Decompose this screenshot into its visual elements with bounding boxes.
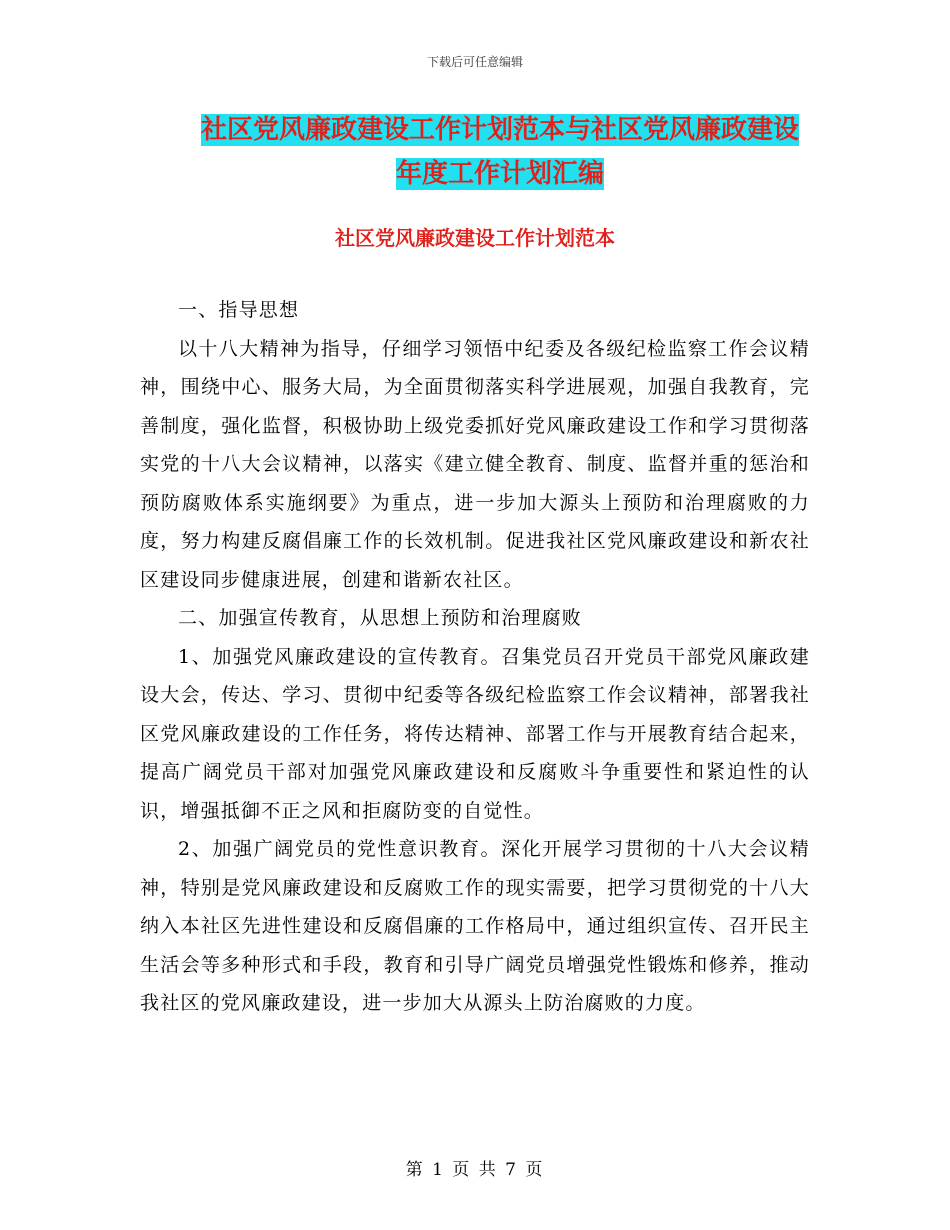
heading-guiding-thought: 一、指导思想 xyxy=(178,299,300,321)
header-note: 下载后可任意编辑 xyxy=(426,55,523,69)
title-highlight-1: 社区党风廉政建设工作计划范本与社区党风廉政建设 xyxy=(200,115,799,145)
document-title-line-2 xyxy=(140,152,860,196)
document-body xyxy=(140,291,810,1023)
paragraph-guiding-thought: 以十八大精神为指导，仔细学习领悟中纪委及各级纪检监察工作会议精神，围绕中心、服务大局，为全面贯彻落实科学进展观，加强自我教育，完善制度，强化监督，积极协助上级党委抓好党风廉政建设工作和学习贯彻落实党的十八大会议精神，以落实《建立健全教育、制度、监督并重的惩治和预防腐败体系实施纲要》为重点，进一步加大源头上预防和治理腐败的力度，努力构建反腐倡廉工作的长效机制。促进我社区党风廉政建设和新农社区建设同步健康进展，创建和谐新农社区。 xyxy=(140,337,810,591)
heading-education: 二、加强宣传教育，从思想上预防和治理腐败 xyxy=(178,607,583,629)
document-title-line-1 xyxy=(140,108,860,152)
title-highlight-2: 年度工作计划汇编 xyxy=(395,159,604,189)
section-title: 社区党风廉政建设工作计划范本 xyxy=(335,226,615,250)
paragraph-item-2: 2、加强广阔党员的党性意识教育。深化开展学习贯彻的十八大会议精神，特别是党风廉政建设和反腐败工作的现实需要，把学习贯彻党的十八大纳入本社区先进性建设和反腐倡廉的工作格局中，通过组织宣传、召开民主生活会等多种形式和手段，教育和引导广阔党员增强党性锻炼和修养，推动我社区的党风廉政建设，进一步加大从源头上防治腐败的力度。 xyxy=(140,838,810,1014)
document-title xyxy=(140,108,860,196)
paragraph-item-1: 1、加强党风廉政建设的宣传教育。召集党员召开党员干部党风廉政建设大会，传达、学习、贯彻中纪委等各级纪检监察工作会议精神，部署我社区党风廉政建设的工作任务，将传达精神、部署工作与开展教育结合起来，提高广阔党员干部对加强党风廉政建设和反腐败斗争重要性和紧迫性的认识，增强抵御不正之风和拒腐防变的自觉性。 xyxy=(140,645,810,822)
page-number: 第 1 页 共 7 页 xyxy=(405,1160,545,1180)
